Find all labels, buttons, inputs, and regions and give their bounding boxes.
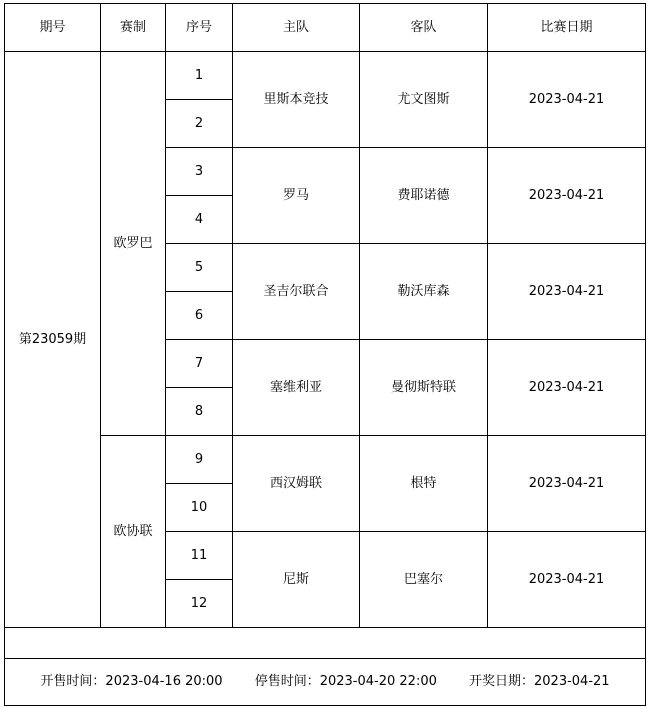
header-away-team: 客队 <box>360 4 488 52</box>
seq-number: 12 <box>166 580 233 628</box>
seq-number: 7 <box>166 340 233 388</box>
match-date: 2023-04-21 <box>488 52 646 148</box>
header-issue: 期号 <box>5 4 101 52</box>
seq-number: 4 <box>166 196 233 244</box>
footer-row <box>5 659 646 706</box>
header-seq: 序号 <box>166 4 233 52</box>
away-team: 费耶诺德 <box>360 148 488 244</box>
issue-number: 第23059期 <box>5 52 101 628</box>
header-competition: 赛制 <box>101 4 166 52</box>
match-date: 2023-04-21 <box>488 532 646 628</box>
away-team: 尤文图斯 <box>360 52 488 148</box>
away-team: 曼彻斯特联 <box>360 340 488 436</box>
away-team: 勒沃库森 <box>360 244 488 340</box>
blank-cell <box>5 628 646 659</box>
match-date: 2023-04-21 <box>488 244 646 340</box>
seq-number: 1 <box>166 52 233 100</box>
match-date: 2023-04-21 <box>488 340 646 436</box>
table-row <box>5 52 646 100</box>
competition-conference-league: 欧协联 <box>101 436 166 628</box>
home-team: 塞维利亚 <box>233 340 360 436</box>
sale-start-time: 开售时间：2023-04-16 20:00 <box>40 674 223 689</box>
lottery-schedule-table <box>4 3 646 706</box>
away-team: 巴塞尔 <box>360 532 488 628</box>
home-team: 尼斯 <box>233 532 360 628</box>
seq-number: 11 <box>166 532 233 580</box>
match-date: 2023-04-21 <box>488 436 646 532</box>
competition-europa: 欧罗巴 <box>101 52 166 436</box>
draw-date: 开奖日期：2023-04-21 <box>469 674 610 689</box>
table-header-row <box>5 4 646 52</box>
seq-number: 6 <box>166 292 233 340</box>
home-team: 圣吉尔联合 <box>233 244 360 340</box>
sale-stop-time: 停售时间：2023-04-20 22:00 <box>254 674 437 689</box>
away-team: 根特 <box>360 436 488 532</box>
home-team: 西汉姆联 <box>233 436 360 532</box>
sale-info <box>5 659 646 706</box>
blank-row <box>5 628 646 659</box>
seq-number: 8 <box>166 388 233 436</box>
home-team: 罗马 <box>233 148 360 244</box>
seq-number: 5 <box>166 244 233 292</box>
home-team: 里斯本竞技 <box>233 52 360 148</box>
header-match-date: 比赛日期 <box>488 4 646 52</box>
seq-number: 2 <box>166 100 233 148</box>
match-date: 2023-04-21 <box>488 148 646 244</box>
seq-number: 9 <box>166 436 233 484</box>
table-row <box>5 436 646 484</box>
seq-number: 10 <box>166 484 233 532</box>
header-home-team: 主队 <box>233 4 360 52</box>
seq-number: 3 <box>166 148 233 196</box>
